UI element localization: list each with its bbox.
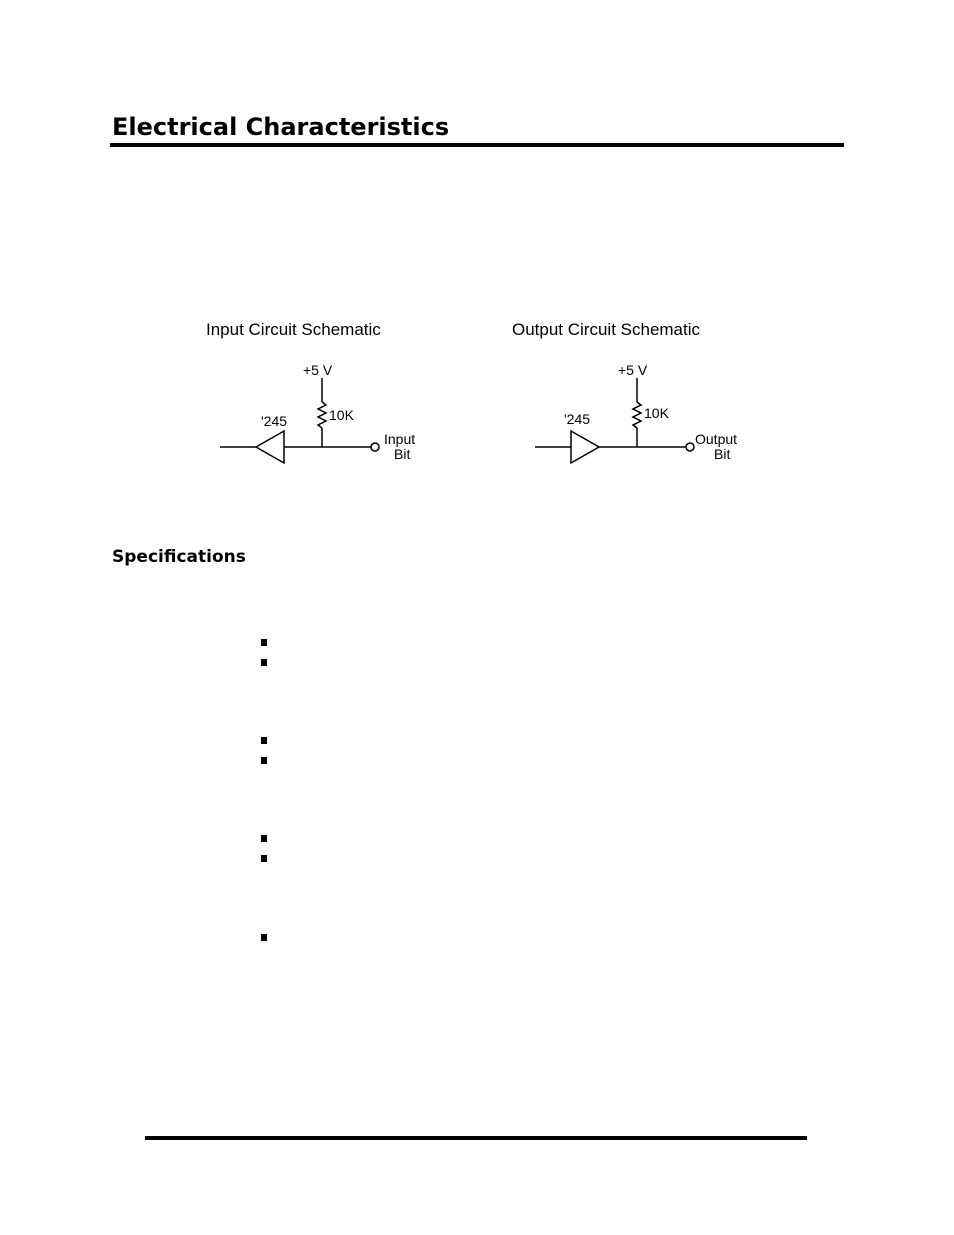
footer-rule [145,1136,807,1140]
square-bullet-icon [261,639,267,646]
input-terminal-icon [371,443,379,451]
circuit-schematics [195,310,795,480]
input-schematic-title: Input Circuit Schematic [206,320,381,339]
title-underline [110,143,844,147]
input-terminal-label-line2: Bit [394,446,411,462]
square-bullet-icon [261,855,267,862]
square-bullet-icon [261,934,267,941]
output-terminal-label-line1: Output [695,431,738,447]
input-terminal-label-line1: Input [384,431,416,447]
output-schematic-title: Output Circuit Schematic [512,320,701,339]
input-voltage-label: +5 V [303,362,333,378]
input-buffer-icon [256,431,284,463]
output-terminal-icon [686,443,694,451]
square-bullet-icon [261,659,267,666]
square-bullet-icon [261,737,267,744]
output-resistor-icon [633,402,641,428]
output-circuit-schematic [512,320,737,463]
output-resistor-label: 10K [644,405,669,421]
input-resistor-icon [318,402,326,428]
specifications-heading: Specifications [112,547,246,567]
input-resistor-label: 10K [329,407,354,423]
output-chip-label: '245 [564,411,591,427]
page-title: Electrical Characteristics [112,113,450,141]
output-terminal-label-line2: Bit [714,446,731,462]
square-bullet-icon [261,835,267,842]
square-bullet-icon [261,757,267,764]
input-chip-label: '245 [261,413,288,429]
output-buffer-icon [571,431,599,463]
output-voltage-label: +5 V [618,362,648,378]
input-circuit-schematic [206,320,415,463]
